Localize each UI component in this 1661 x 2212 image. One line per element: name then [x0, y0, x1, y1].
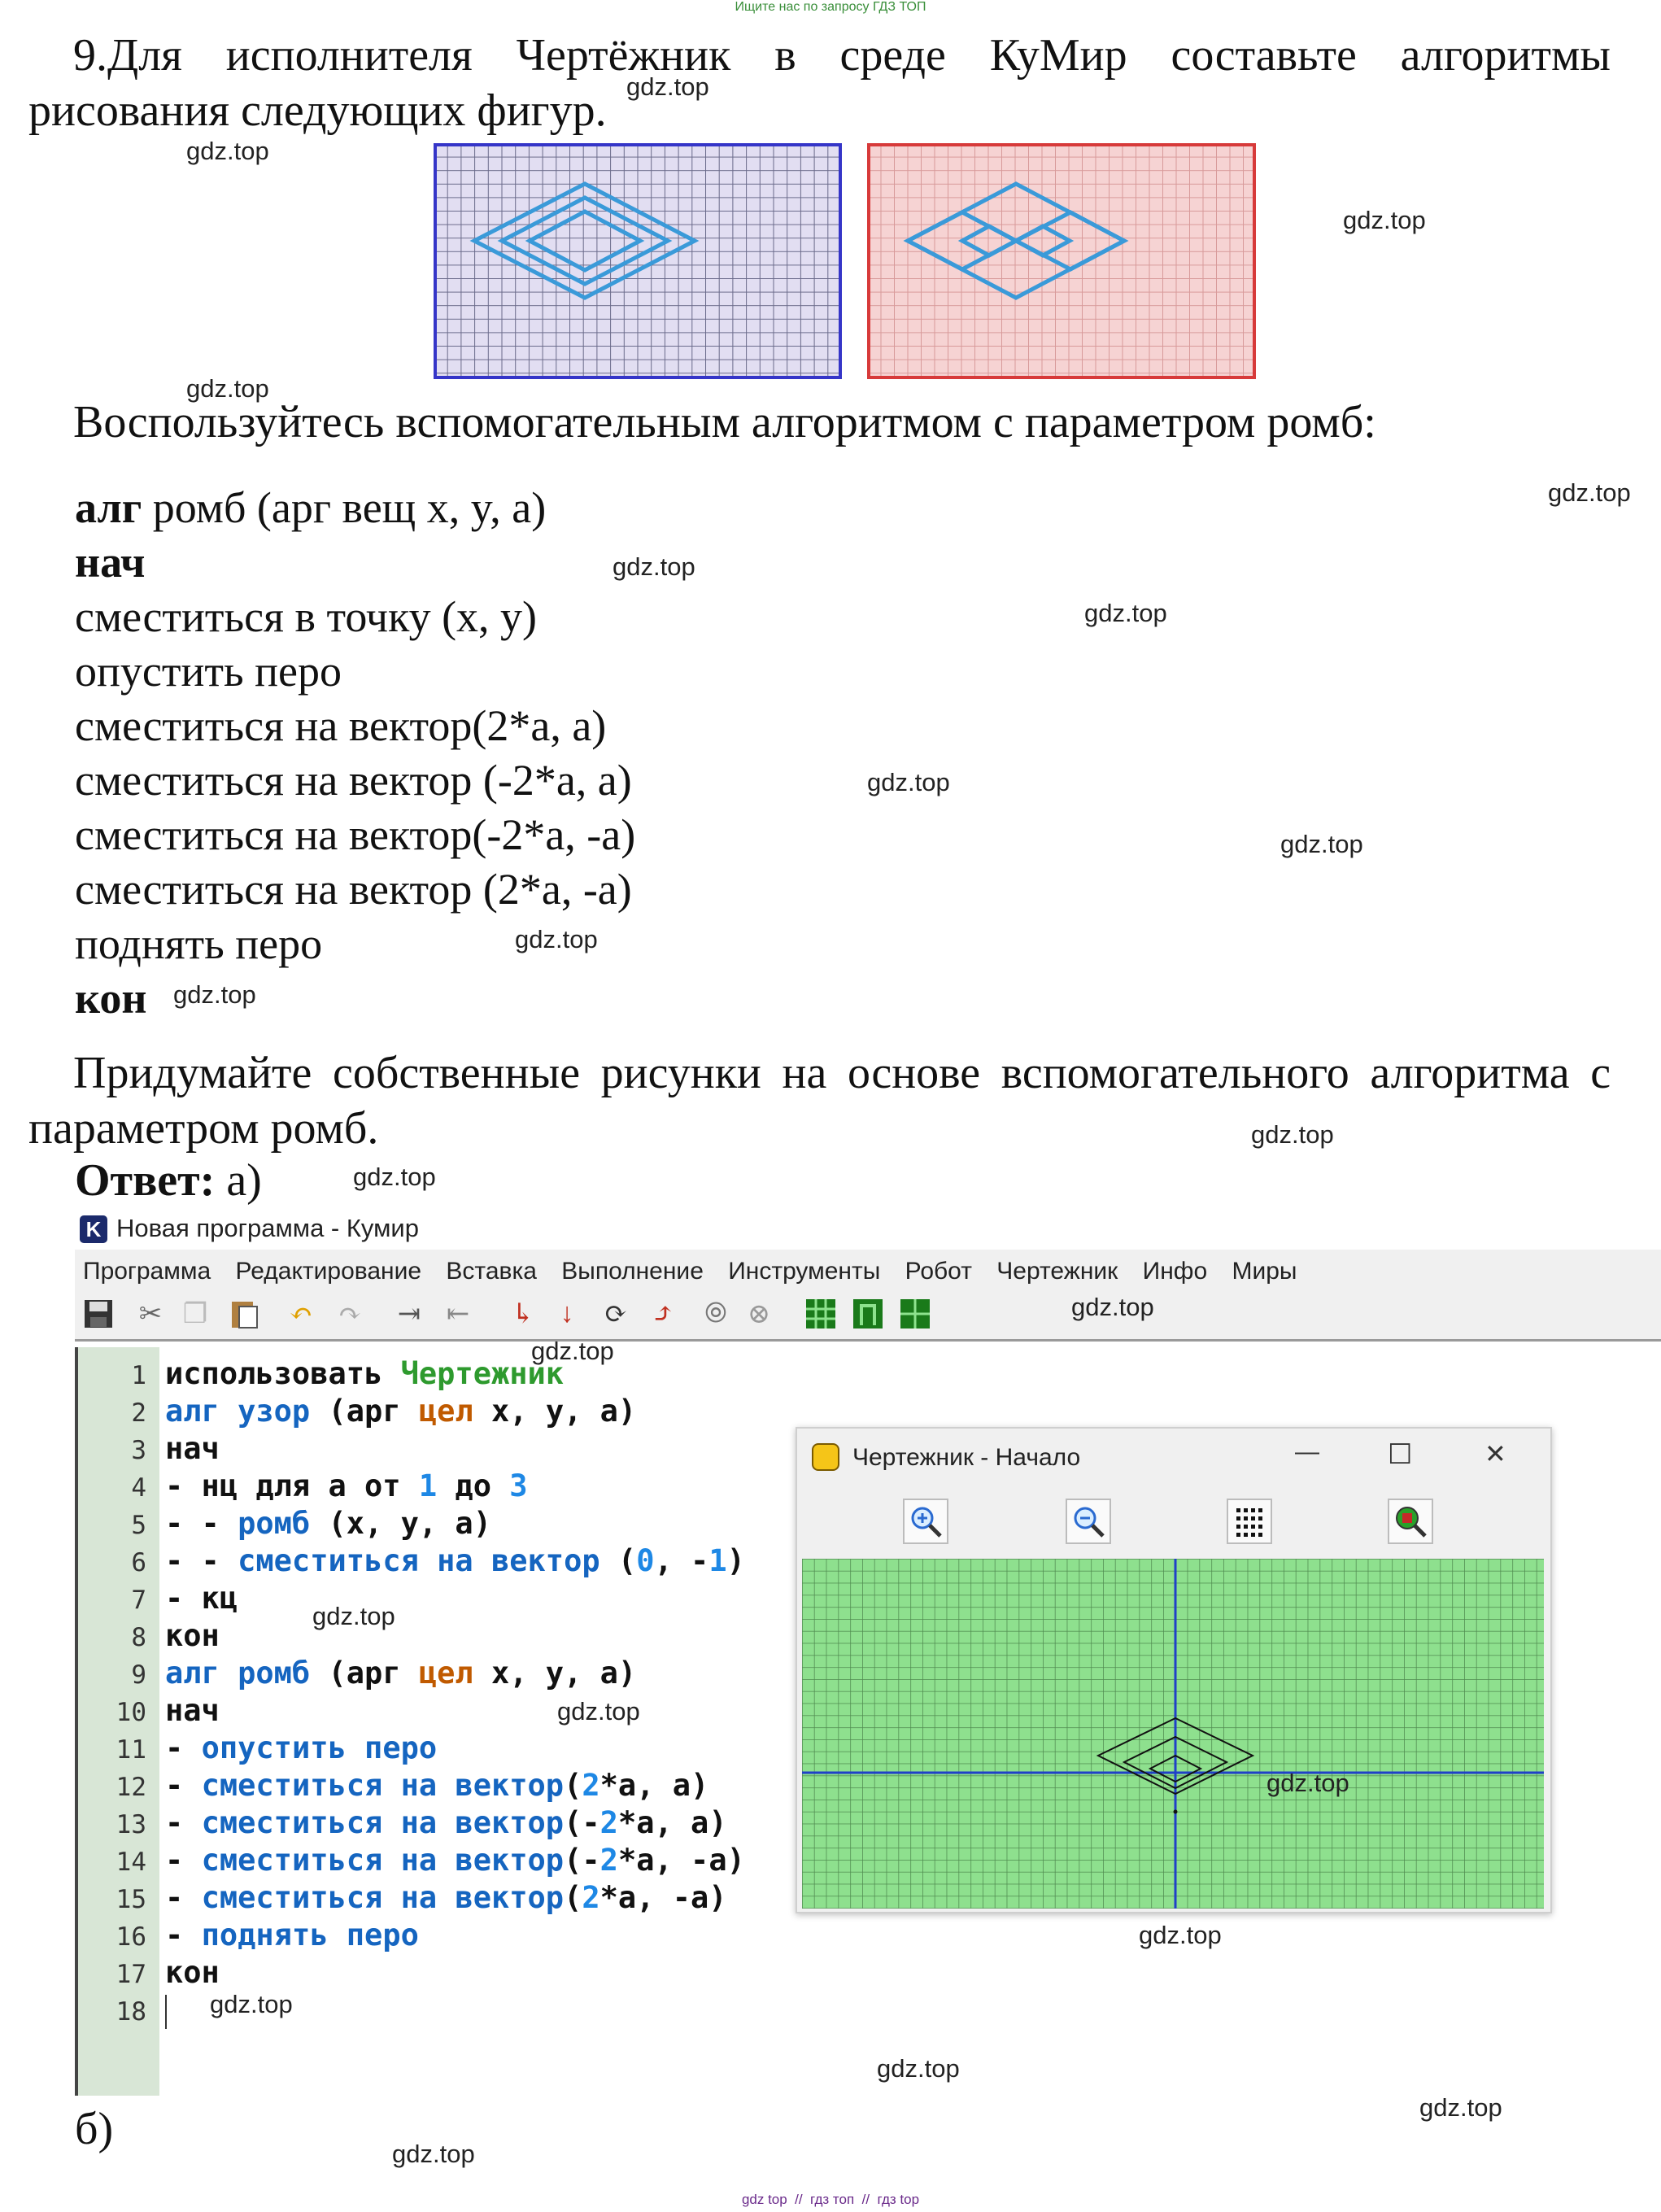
- watermark: gdz.top: [626, 72, 709, 101]
- menu-item-info[interactable]: Инфо: [1142, 1258, 1208, 1285]
- code-line[interactable]: - нц для a от 1 до 3: [165, 1468, 528, 1503]
- step-out-icon[interactable]: ⤴: [651, 1299, 675, 1329]
- indent-icon[interactable]: ⇥: [397, 1299, 421, 1329]
- pause-icon[interactable]: ⦾: [704, 1298, 727, 1329]
- menu-item-program[interactable]: Программа: [83, 1258, 211, 1285]
- menu-item-insert[interactable]: Вставка: [446, 1258, 537, 1285]
- single-layout-icon[interactable]: [848, 1294, 888, 1334]
- text-cursor: [165, 1995, 167, 2029]
- code-line[interactable]: - - сместиться на вектор (0, -1): [165, 1543, 745, 1578]
- line-number: 5: [131, 1511, 146, 1540]
- menu-item-run[interactable]: Выполнение: [561, 1258, 704, 1285]
- watermark: gdz.top: [312, 1602, 395, 1630]
- watermark: gdz.top: [173, 980, 256, 1009]
- grid-layout-icon[interactable]: [800, 1294, 841, 1334]
- figure-blue: [434, 143, 842, 379]
- hint-text: Воспользуйтесь вспомогательным алгоритмом с параметром ромб:: [73, 397, 1376, 447]
- line-number: 8: [131, 1623, 146, 1652]
- line-number: 14: [116, 1848, 146, 1877]
- menu-item-worlds[interactable]: Миры: [1232, 1258, 1297, 1285]
- top-banner: Ищите нас по запросу ГДЗ ТОП: [735, 0, 926, 14]
- line-number: 3: [131, 1436, 146, 1465]
- code-line[interactable]: алг ромб (арг цел x, y, a): [165, 1656, 637, 1691]
- code-line[interactable]: кон: [165, 1955, 220, 1990]
- watermark: gdz.top: [186, 137, 269, 165]
- close-button[interactable]: ✕: [1484, 1439, 1506, 1468]
- algorithm-line: сместиться на вектор (2*a, -a): [75, 865, 632, 914]
- algorithm-line: сместиться на вектор(-2*a, -a): [75, 810, 636, 859]
- kumir-menubar: [75, 1250, 1661, 1294]
- line-number: 7: [131, 1586, 146, 1615]
- split-layout-icon[interactable]: [895, 1294, 935, 1334]
- watermark: gdz.top: [1548, 478, 1631, 507]
- watermark: gdz.top: [1343, 206, 1426, 234]
- grid-toggle-icon[interactable]: [1227, 1499, 1272, 1544]
- watermark: gdz.top: [210, 1990, 293, 2018]
- menu-item-robot[interactable]: Робот: [905, 1258, 972, 1285]
- kumir-title: Новая программа - Кумир: [116, 1214, 419, 1242]
- watermark: gdz.top: [613, 552, 695, 581]
- menu-item-tools[interactable]: Инструменты: [728, 1258, 881, 1285]
- invent-line-2: параметром ромб.: [28, 1103, 379, 1154]
- code-line[interactable]: - сместиться на вектор(2*a, -a): [165, 1880, 727, 1915]
- watermark: gdz.top: [1266, 1769, 1349, 1797]
- zoom-in-icon[interactable]: [903, 1499, 948, 1544]
- zoom-out-icon[interactable]: [1066, 1499, 1111, 1544]
- code-line[interactable]: использовать Чертежник: [165, 1356, 565, 1391]
- figure-red: [867, 143, 1256, 379]
- save-icon[interactable]: [78, 1294, 119, 1334]
- line-number: 1: [131, 1361, 146, 1390]
- redo-icon[interactable]: ↷: [338, 1299, 362, 1329]
- menu-item-drawer[interactable]: Чертежник: [996, 1258, 1118, 1285]
- line-number: 2: [131, 1398, 146, 1428]
- algorithm-line: сместиться на вектор(2*a, a): [75, 701, 607, 750]
- line-number: 15: [116, 1885, 146, 1914]
- watermark: gdz.top: [877, 2054, 960, 2083]
- task-line-2: рисования следующих фигур.: [28, 85, 607, 136]
- watermark: gdz.top: [1280, 830, 1363, 858]
- code-line[interactable]: - - ромб (x, y, a): [165, 1506, 491, 1541]
- code-line[interactable]: алг узор (арг цел x, y, a): [165, 1394, 637, 1429]
- line-number: 10: [116, 1698, 146, 1727]
- watermark: gdz.top: [1139, 1921, 1222, 1949]
- line-number: 6: [131, 1548, 146, 1577]
- code-line[interactable]: нач: [165, 1693, 220, 1728]
- kumir-logo: K: [80, 1215, 107, 1243]
- menu-item-edit[interactable]: Редактирование: [235, 1258, 422, 1285]
- line-number: 17: [116, 1960, 146, 1989]
- invent-line-1: Придумайте собственные рисунки на основе вспомогательного алгоритма с: [73, 1048, 1611, 1098]
- unindent-icon[interactable]: ⇤: [446, 1299, 470, 1329]
- code-line[interactable]: - сместиться на вектор(-2*a, -a): [165, 1843, 745, 1878]
- code-line[interactable]: - сместиться на вектор(-2*a, a): [165, 1805, 727, 1840]
- algorithm-line: опустить перо: [75, 647, 342, 696]
- code-line[interactable]: - сместиться на вектор(2*a, a): [165, 1768, 709, 1803]
- drawer-window-icon: [812, 1443, 839, 1471]
- code-line[interactable]: кон: [165, 1618, 220, 1653]
- line-number: 13: [116, 1810, 146, 1839]
- run-icon[interactable]: ↳: [511, 1299, 535, 1329]
- line-number: 12: [116, 1773, 146, 1802]
- stop-icon[interactable]: ⊗: [747, 1299, 771, 1329]
- step-in-icon[interactable]: ⟳: [604, 1299, 628, 1329]
- drawer-window-title: Чертежник - Начало: [852, 1444, 1081, 1471]
- drawer-canvas[interactable]: [802, 1559, 1544, 1909]
- watermark: gdz.top: [1071, 1293, 1154, 1321]
- answer-part-b: б): [75, 2104, 114, 2154]
- watermark: gdz.top: [531, 1337, 614, 1365]
- algorithm-line: поднять перо: [75, 919, 323, 968]
- watermark: gdz.top: [1251, 1120, 1334, 1149]
- code-line[interactable]: нач: [165, 1431, 220, 1466]
- line-number: 9: [131, 1660, 146, 1690]
- task-line-1: 9.Для исполнителя Чертёжник в среде КуМир составьте алгоритмы: [73, 30, 1611, 81]
- algorithm-line: сместиться на вектор (-2*a, a): [75, 756, 632, 805]
- watermark: gdz.top: [1419, 2093, 1502, 2122]
- line-number: 16: [116, 1922, 146, 1952]
- algorithm-line: сместиться в точку (x, y): [75, 592, 538, 641]
- algorithm-header: алг ромб (арг вещ x, y, a): [75, 483, 547, 532]
- undo-icon[interactable]: ↶: [289, 1299, 313, 1329]
- paste-icon[interactable]: [224, 1294, 264, 1334]
- cut-icon[interactable]: ✂: [138, 1299, 163, 1329]
- answer-label: Ответ: а): [75, 1155, 262, 1206]
- maximize-button[interactable]: ☐: [1388, 1439, 1413, 1470]
- minimize-button[interactable]: —: [1295, 1438, 1319, 1465]
- watermark: gdz.top: [557, 1697, 640, 1726]
- fit-view-icon[interactable]: [1388, 1499, 1433, 1544]
- step-icon[interactable]: ↓: [560, 1298, 574, 1329]
- line-number: 4: [131, 1473, 146, 1503]
- code-line[interactable]: - опустить перо: [165, 1730, 438, 1765]
- algorithm-end: кон: [75, 974, 147, 1023]
- watermark: gdz.top: [186, 374, 269, 403]
- line-number: 18: [116, 1997, 146, 2027]
- watermark: gdz.top: [392, 2140, 475, 2168]
- footer: gdz top // гдз топ // гдз top: [741, 2192, 920, 2207]
- watermark: gdz.top: [353, 1163, 436, 1191]
- watermark: gdz.top: [867, 768, 950, 796]
- watermark: gdz.top: [1084, 599, 1167, 627]
- algorithm-start: нач: [75, 538, 146, 587]
- watermark: gdz.top: [515, 925, 598, 953]
- line-number: 11: [116, 1735, 146, 1765]
- code-line[interactable]: - поднять перо: [165, 1918, 419, 1952]
- code-line[interactable]: - кц: [165, 1581, 238, 1616]
- copy-icon[interactable]: ❐: [182, 1299, 208, 1329]
